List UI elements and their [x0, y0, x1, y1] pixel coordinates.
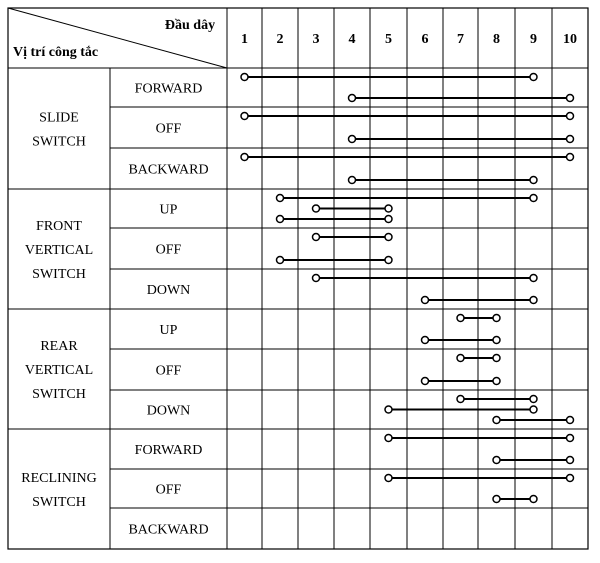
pin-number: 2	[276, 32, 284, 47]
connection-bar	[493, 457, 574, 464]
terminal-node	[457, 396, 464, 403]
position-label: DOWN	[146, 403, 191, 419]
terminal-node	[530, 275, 537, 282]
terminal-node	[567, 457, 574, 464]
position-header-label: Vị trí công tắc	[13, 45, 99, 60]
connection-bar	[313, 205, 393, 212]
pin-number: 1	[241, 32, 248, 47]
pin-number: 3	[312, 32, 320, 47]
terminal-node	[241, 154, 248, 161]
terminal-node	[493, 355, 500, 362]
terminal-node	[567, 136, 574, 143]
position-label: OFF	[155, 242, 182, 258]
connection-bar	[349, 136, 574, 143]
position-label: DOWN	[146, 283, 191, 298]
terminal-node	[567, 435, 574, 442]
terminal-node	[313, 275, 320, 282]
position-label: BACKWARD	[128, 522, 209, 538]
terminal-node	[457, 355, 464, 362]
terminal-node	[349, 177, 356, 184]
terminal-node	[567, 475, 574, 482]
connection-bar	[422, 378, 501, 385]
pin-number: 9	[530, 32, 537, 47]
position-label: BACKWARD	[128, 162, 209, 178]
switch-name: SWITCH	[32, 134, 86, 150]
terminal-node	[313, 234, 320, 241]
terminal-node	[567, 154, 574, 161]
terminal-node	[277, 195, 284, 202]
terminal-node	[530, 496, 537, 503]
terminal-node	[530, 177, 537, 184]
terminal-node	[493, 496, 500, 503]
position-label: UP	[159, 323, 178, 338]
connection-bar	[241, 74, 537, 81]
terminal-node	[385, 205, 392, 212]
pin-number: 6	[421, 32, 429, 47]
position-label: OFF	[155, 121, 182, 137]
terminal-node	[530, 195, 537, 202]
terminal-node	[385, 475, 392, 482]
connection-bar	[457, 396, 537, 403]
terminal-node	[493, 378, 500, 385]
terminal-node	[385, 216, 392, 223]
terminal-node	[530, 74, 537, 81]
switch-name: SLIDE	[39, 110, 79, 126]
terminal-node	[493, 417, 500, 424]
switch-name: SWITCH	[32, 495, 86, 510]
connection-bar	[313, 234, 393, 241]
terminal-node	[241, 74, 248, 81]
switch-name: SWITCH	[32, 387, 86, 402]
terminal-node	[422, 337, 429, 344]
position-label: OFF	[155, 363, 182, 379]
position-label: FORWARD	[134, 443, 203, 458]
terminal-node	[422, 378, 429, 385]
terminal-node	[349, 95, 356, 102]
pin-number: 4	[348, 32, 356, 47]
switch-name: VERTICAL	[24, 243, 94, 258]
terminal-node	[422, 297, 429, 304]
terminal-node	[493, 315, 500, 322]
terminal-node	[277, 257, 284, 264]
terminal-node	[567, 417, 574, 424]
switch-name: REAR	[40, 339, 78, 354]
terminal-node	[349, 136, 356, 143]
terminal-node	[385, 406, 392, 413]
terminal-node	[567, 113, 574, 120]
terminal-node	[493, 337, 500, 344]
connection-bar	[313, 275, 538, 282]
connection-bar	[493, 417, 574, 424]
terminal-node	[385, 257, 392, 264]
connection-bar	[385, 475, 574, 482]
connection-bar	[385, 406, 537, 413]
position-label: FORWARD	[134, 81, 203, 97]
connection-bar	[385, 435, 574, 442]
terminal-node	[277, 216, 284, 223]
pin-number: 5	[385, 32, 392, 47]
terminal-node	[241, 113, 248, 120]
terminal-node	[567, 95, 574, 102]
pin-number: 8	[493, 32, 500, 47]
connection-bar	[422, 337, 501, 344]
position-label: OFF	[155, 482, 182, 498]
connection-bar	[422, 297, 538, 304]
switch-name: VERTICAL	[24, 363, 94, 378]
terminal-node	[385, 435, 392, 442]
position-label: UP	[159, 202, 178, 218]
terminal-node	[493, 457, 500, 464]
pin-header-label: Đầu dây	[164, 18, 216, 33]
terminal-node	[530, 406, 537, 413]
terminal-node	[457, 315, 464, 322]
connection-bar	[349, 95, 574, 102]
pin-number: 10	[563, 32, 577, 47]
pin-number: 7	[457, 32, 464, 47]
terminal-node	[385, 234, 392, 241]
terminal-node	[313, 205, 320, 212]
switch-name: FRONT	[36, 219, 82, 234]
switch-name: SWITCH	[32, 267, 86, 282]
switch-name: RECLINING	[21, 471, 97, 486]
terminal-node	[530, 297, 537, 304]
terminal-node	[530, 396, 537, 403]
